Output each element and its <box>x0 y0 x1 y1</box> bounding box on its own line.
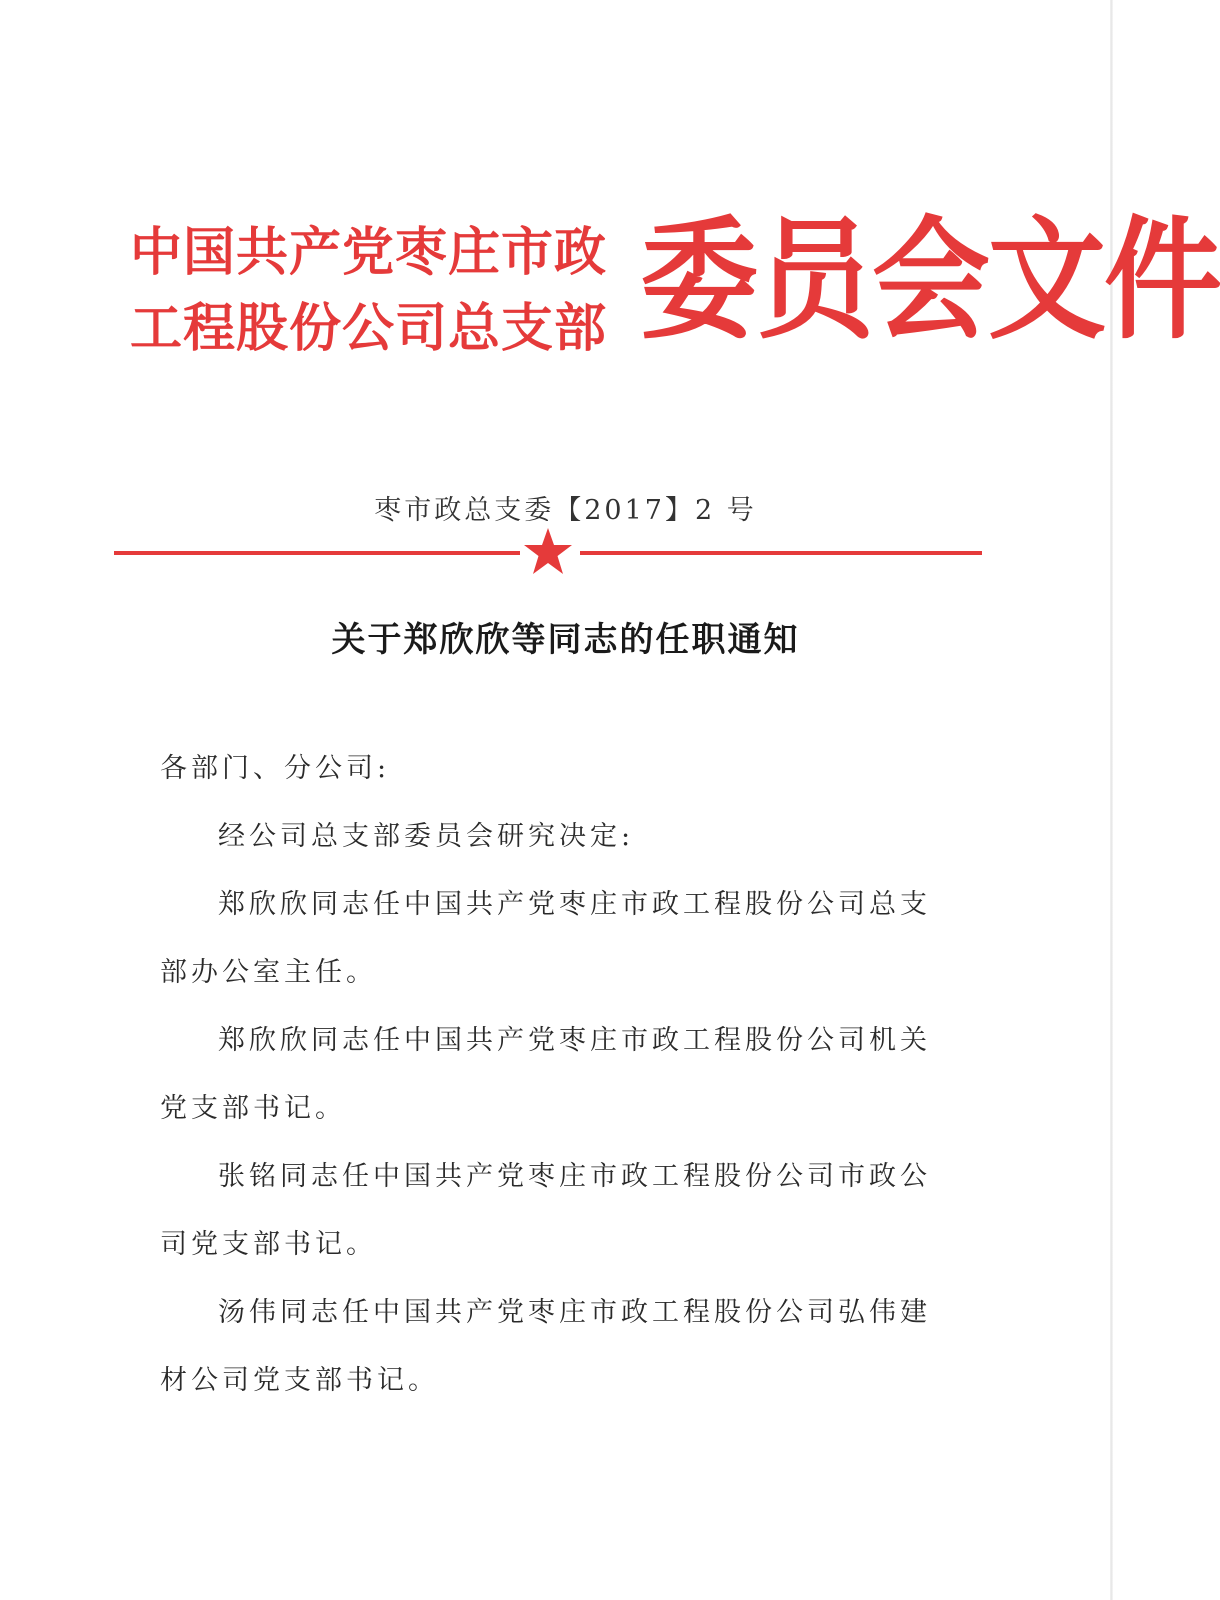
header-org-line-1: 中国共产党枣庄市政 <box>130 223 608 283</box>
body-paragraph: 郑欣欣同志任中国共产党枣庄市政工程股份公司总支部办公室主任。 <box>160 889 931 988</box>
body-paragraph: 郑欣欣同志任中国共产党枣庄市政工程股份公司机关党支部书记。 <box>160 1025 931 1124</box>
red-star-icon <box>523 526 573 576</box>
body-paragraph: 张铭同志任中国共产党枣庄市政工程股份公司市政公司党支部书记。 <box>160 1161 931 1260</box>
document-number: 枣市政总支委【2017】2 号 <box>374 495 757 526</box>
header-org-line-2: 工程股份公司总支部 <box>130 299 608 359</box>
body-paragraph: 经公司总支部委员会研究决定: <box>218 821 635 852</box>
red-divider-right <box>580 551 982 555</box>
red-divider-left <box>114 551 520 555</box>
document-body <box>160 735 950 1415</box>
header-doc-type: 委员会文件 <box>640 202 1220 358</box>
body-paragraph: 汤伟同志任中国共产党枣庄市政工程股份公司弘伟建材公司党支部书记。 <box>160 1297 931 1396</box>
document-title: 关于郑欣欣等同志的任职通知 <box>331 620 800 660</box>
document-header <box>130 202 1220 365</box>
salutation: 各部门、分公司: <box>160 753 391 784</box>
header-organization <box>130 215 630 367</box>
